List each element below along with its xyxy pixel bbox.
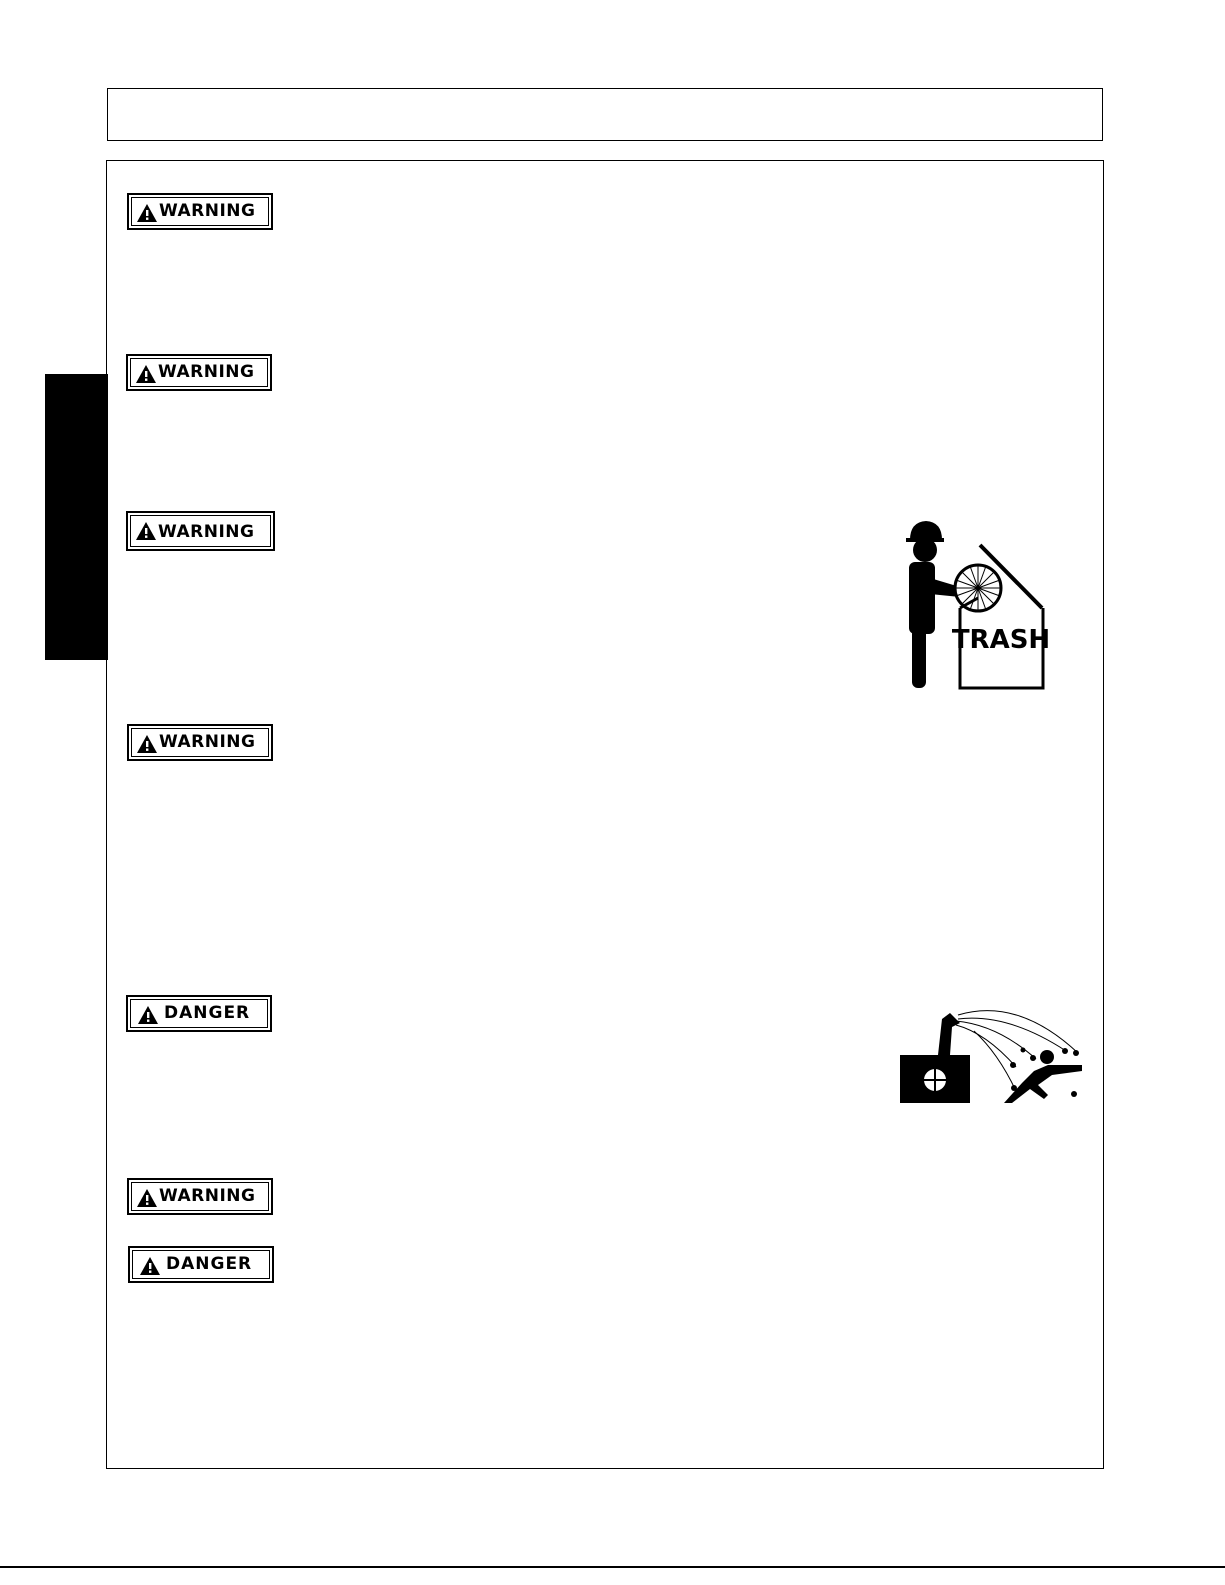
warning-label	[127, 724, 273, 761]
warning-label	[127, 193, 273, 230]
warning-label	[126, 354, 272, 391]
alert-triangle-icon	[136, 203, 158, 223]
alert-triangle-icon	[137, 1005, 159, 1025]
label-text: WARNING	[159, 201, 256, 221]
worker-discarding-blade-icon	[900, 518, 1050, 693]
alert-triangle-icon	[135, 521, 157, 541]
label-text: DANGER	[166, 1254, 253, 1274]
label-text: WARNING	[158, 362, 255, 382]
section-side-tab	[45, 374, 108, 660]
trash-sign-text: TRASH	[951, 625, 1050, 655]
warning-label	[127, 1178, 273, 1215]
page-header-box	[107, 88, 1103, 141]
warning-label	[126, 511, 275, 551]
thrown-objects-hazard-icon	[898, 1003, 1088, 1105]
label-text: WARNING	[159, 1186, 256, 1206]
alert-triangle-icon	[136, 734, 158, 754]
danger-label	[128, 1246, 274, 1283]
danger-label	[126, 995, 272, 1032]
label-text: WARNING	[158, 522, 255, 542]
label-text: WARNING	[159, 732, 256, 752]
label-text: DANGER	[164, 1003, 251, 1023]
alert-triangle-icon	[139, 1256, 161, 1276]
alert-triangle-icon	[135, 364, 157, 384]
footer-rule	[0, 1566, 1225, 1568]
alert-triangle-icon	[136, 1188, 158, 1208]
